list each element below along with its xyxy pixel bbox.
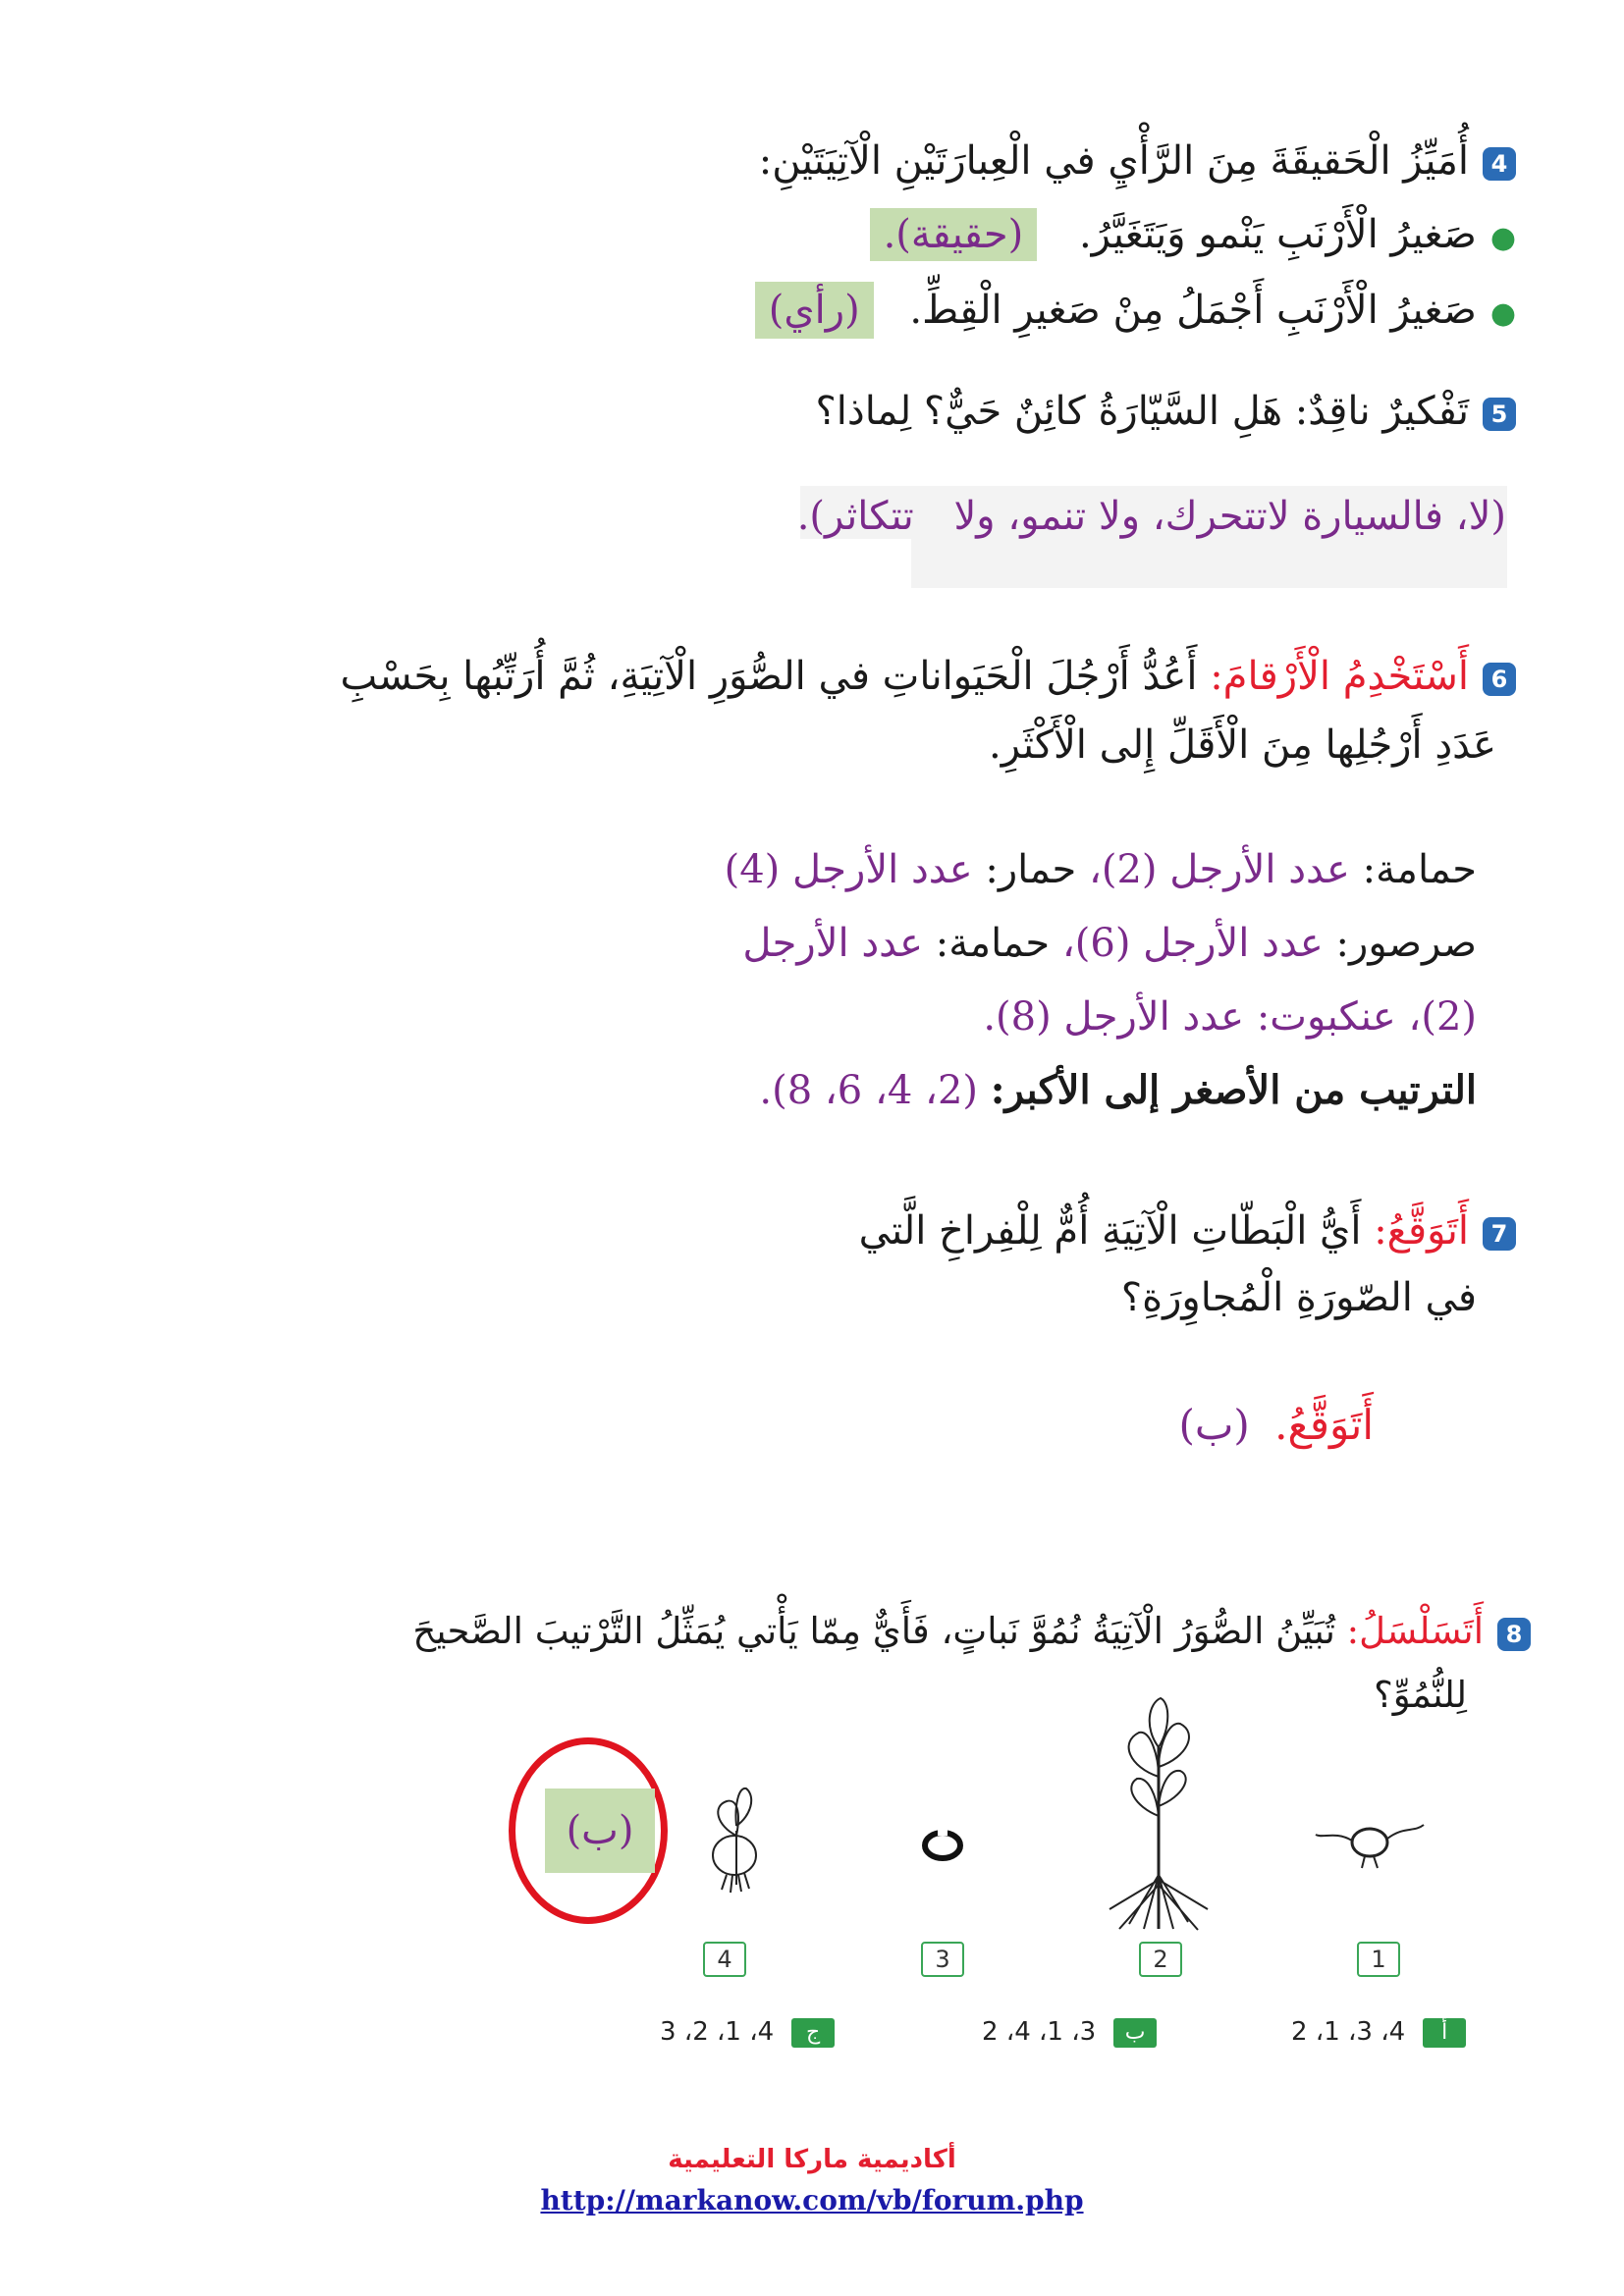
q8-choice-c[interactable]	[660, 2017, 835, 2048]
q8-choice-c-badge: ج	[791, 2018, 835, 2048]
q7-question-line-2: في الصّورَةِ الْمُجاوِرَةِ؟	[1120, 1275, 1477, 1320]
q8-choice-b-badge: ب	[1113, 2018, 1157, 2048]
image-number-1: 1	[1357, 1942, 1400, 1977]
q6-animal-1: حمامة:	[1362, 847, 1477, 892]
image-number-2: 2	[1139, 1942, 1182, 1977]
q6-count-4: عدد الأرجل	[742, 921, 924, 966]
q6-count-3: عدد الأرجل (6)،	[1061, 921, 1324, 966]
q7-label: أَتَوَقَّعُ:	[1374, 1208, 1469, 1254]
q7-number-badge: 7	[1483, 1217, 1516, 1251]
q4-number-badge: 4	[1483, 147, 1516, 181]
q6-animal-3: صرصور:	[1335, 921, 1477, 966]
q8-choice-c-text: 3 ،2 ،1 ،4	[660, 2017, 775, 2047]
q8-answer: (ب)	[545, 1789, 655, 1873]
q4-question	[759, 137, 1516, 185]
q5-answer	[797, 491, 1506, 542]
image-number-3: 3	[921, 1942, 964, 1977]
q7-answer-label: أَتَوَقَّعُ.	[1274, 1401, 1374, 1449]
plant-stage-2-image	[1090, 1688, 1227, 1934]
footer-title: أكاديمية ماركا التعليمية	[668, 2145, 956, 2174]
q6-answer-line-1	[725, 844, 1477, 895]
plant-stage-1-image	[1311, 1811, 1429, 1870]
q6-order-value: (2، 4، 6، 8).	[759, 1068, 978, 1113]
q4-statement-2	[755, 287, 1516, 334]
q5-answer-line-2: تتكاثر).	[796, 494, 914, 539]
q6-animal-4: حمامة:	[935, 921, 1051, 966]
q6-question-line-2: عَدَدِ أَرْجُلِها مِنَ الْأَقَلِّ إِلى الْأَكْثَرِ.	[989, 722, 1496, 768]
q5-answer-line-1: (لا، فالسيارة لاتتحرك، ولا تنمو، ولا	[953, 494, 1506, 539]
footer-link[interactable]: http://markanow.com/vb/forum.php	[540, 2184, 1084, 2216]
q8-choice-a[interactable]	[1291, 2017, 1466, 2048]
q6-order-label: الترتيب من الأصغر إلى الأكبر:	[990, 1067, 1477, 1113]
q5-question-text: تَفْكيرٌ ناقِدٌ: هَلِ السَّيّارَةُ كائِنٌ حَيٌّ؟ لِماذا؟	[815, 389, 1469, 434]
q6-question-line-1	[341, 653, 1516, 700]
q6-answer-line-3	[983, 991, 1477, 1042]
q6-number-badge: 6	[1483, 663, 1516, 696]
q5-number-badge: 5	[1483, 398, 1516, 431]
bullet-icon: ●	[1489, 296, 1516, 331]
q6-count-5: عدد الأرجل (8).	[983, 994, 1245, 1040]
q6-question-text-1: أَعُدُّ أَرْجُلَ الْحَيَواناتِ في الصُّوَرِ الْآتِيَةِ، ثُمَّ أُرَتِّبُها بِحَسْبِ	[340, 654, 1198, 699]
q5-question	[816, 388, 1516, 435]
q7-question-text-1: أَيُّ الْبَطّاتِ الْآتِيَةِ أُمٌّ لِلْفِراخِ الَّتي	[858, 1208, 1362, 1254]
bullet-icon: ●	[1489, 221, 1516, 255]
q7-answer-value: (ب)	[1178, 1401, 1250, 1449]
plant-stage-4-image	[687, 1767, 785, 1895]
q5-answer-highlight-2	[911, 539, 1507, 588]
q6-answer-line-4	[759, 1065, 1477, 1116]
q8-question-text-1: تُبَيِّنُ الصُّوَرُ الْآتِيَةُ نُمُوَّ نَباتٍ، فَأَيٌّ مِمّا يَأْتي يُمَثِّلُ التَّرْتيبَ الصَّحيحَ	[412, 1610, 1335, 1652]
q6-label: أَسْتَخْدِمُ الْأَرْقامَ:	[1210, 654, 1469, 699]
q8-choice-a-badge: أ	[1423, 2018, 1466, 2048]
plant-stage-3-image	[918, 1826, 967, 1865]
q8-question-line-1	[412, 1610, 1531, 1653]
q7-question-line-1	[859, 1207, 1516, 1255]
q6-animal-2: حمار:	[985, 847, 1077, 892]
q6-answer-line-2	[742, 918, 1477, 969]
q7-answer	[1178, 1399, 1374, 1453]
q4-answer-1: (حقيقة).	[870, 208, 1038, 261]
q4-statement-2-text: صَغيرُ الْأَرْنَبِ أَجْمَلُ مِنْ صَغيرِ الْقِطِّ.	[909, 288, 1477, 333]
q8-label: أَتَسَلْسَلُ:	[1346, 1610, 1484, 1652]
q4-statement-1	[870, 211, 1516, 258]
q6-count-1: عدد الأرجل (2)،	[1088, 847, 1350, 892]
q6-animal-5: (2)، عنكبوت:	[1256, 994, 1477, 1040]
q8-choice-b[interactable]	[982, 2017, 1157, 2048]
q8-number-badge: 8	[1497, 1618, 1531, 1651]
q8-choice-b-text: 2 ،4 ،1 ،3	[982, 2017, 1097, 2047]
image-number-4: 4	[703, 1942, 746, 1977]
q4-statement-1-text: صَغيرُ الْأَرْنَبِ يَنْمو وَيَتَغَيَّرُ.	[1078, 212, 1477, 257]
q8-question-line-2: لِلنُّمُوِّ؟	[1374, 1674, 1467, 1716]
q4-question-text: أُمَيِّزُ الْحَقيقَةَ مِنَ الرَّأْيِ في الْعِبارَتَيْنِ الْآتِيَتَيْنِ:	[758, 138, 1469, 184]
q6-count-2: عدد الأرجل (4)	[724, 847, 973, 892]
q8-choice-a-text: 2 ،1 ،3 ،4	[1291, 2017, 1406, 2047]
q4-answer-2: (رأي)	[755, 282, 874, 339]
